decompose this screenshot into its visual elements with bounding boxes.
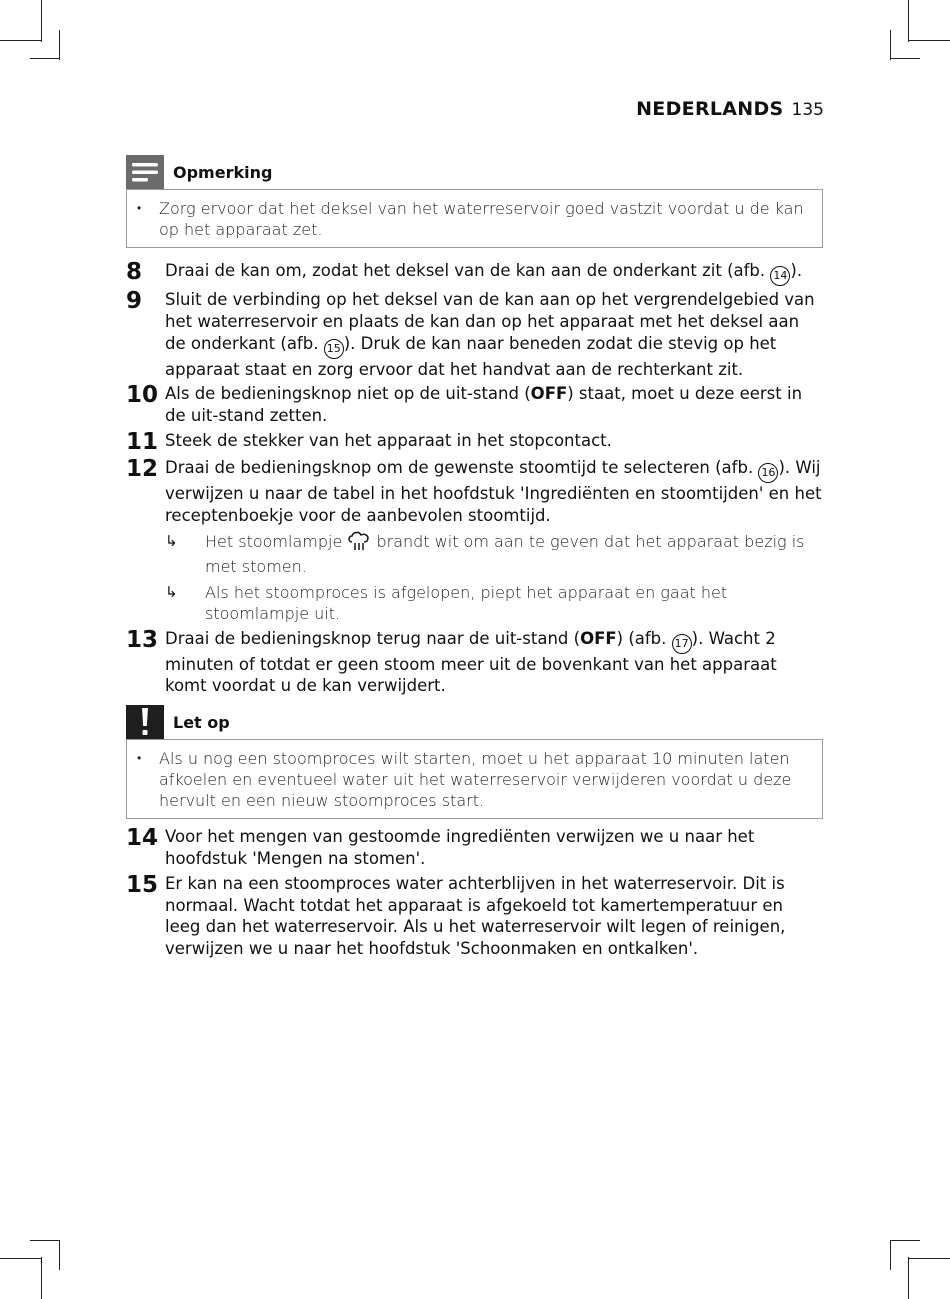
crop-mark <box>890 1240 891 1270</box>
step-number: 11 <box>126 428 159 455</box>
step-item <box>126 457 823 527</box>
note-lines-icon <box>126 155 164 189</box>
crop-mark <box>890 30 891 60</box>
caution-box <box>126 739 823 819</box>
caution-block <box>126 705 823 819</box>
crop-mark <box>59 30 60 60</box>
step-item <box>126 873 823 960</box>
crop-mark <box>41 0 42 42</box>
step-item <box>126 383 823 427</box>
step-13 <box>126 628 823 698</box>
step-text: Draai de kan om, zodat het deksel van de kan aan de onderkant zit (afb. 14 ). <box>165 260 823 286</box>
note-item <box>135 198 814 240</box>
step-text: Steek de stekker van het apparaat in het stopcontact. <box>165 430 612 450</box>
note-header <box>126 155 823 189</box>
note-title: Opmerking <box>173 162 273 182</box>
note-item-text: Zorg ervoor dat het deksel van het waterreservoir goed vastzit voordat u de kan op het apparaat zet. <box>159 199 804 239</box>
result-text: Als het stoomproces is afgelopen, piept het apparaat en gaat het stoomlampje uit. <box>205 582 728 624</box>
caution-item-text: Als u nog een stoomproces wilt starten, moet u het apparaat 10 minuten laten afkoelen en eventueel water uit het waterreservoir verwijderen voordat u deze hervult en een nieuw stoomproces start. <box>159 749 792 811</box>
crop-mark <box>890 58 920 59</box>
step-text: Er kan na een stoomproces water achterblijven in het waterreservoir. Dit is normaal. Wacht totdat het apparaat is afgekoeld tot kamertemperatuur en leeg dan het waterreservoir. Als u het waterreservoir wilt legen of reinigen, verwijzen we u naar het hoofdstuk 'Schoonmaken en ontkalken'. <box>165 873 786 959</box>
step-text: Draai de bedieningsknop terug naar de uit-stand (OFF) (afb. 17 ). Wacht 2 minuten of totdat er geen stoom meer uit de bovenkant van het apparaat komt voordat u de kan verwijdert. <box>165 628 777 696</box>
steam-icon <box>347 531 371 557</box>
step-text: Sluit de verbinding op het deksel van de kan aan op het vergrendelgebied van het waterreservoir en plaats de kan dan op het apparaat met het deksel aan de onderkant (afb. 15 ). Druk de kan naar beneden zodat die stevig op het apparaat staat en zorg ervoor dat het handvat aan de rechterkant zit. <box>165 290 815 379</box>
off-label: OFF <box>530 384 568 404</box>
crop-mark <box>59 1240 60 1270</box>
page-header <box>636 98 824 120</box>
crop-mark <box>41 1257 42 1299</box>
figure-ref-badge: 15 <box>324 339 344 359</box>
language-label: NEDERLANDS <box>636 98 784 120</box>
figure-ref-badge: 17 <box>672 634 692 654</box>
step-item <box>126 430 823 454</box>
results-list <box>126 531 823 625</box>
caution-title: Let op <box>173 712 230 732</box>
crop-mark <box>908 1258 950 1259</box>
page-number: 135 <box>791 100 824 120</box>
result-arrow-icon: ↳ <box>165 531 178 550</box>
step-item <box>126 628 823 698</box>
step-number: 9 <box>126 288 143 314</box>
crop-mark <box>0 1258 42 1259</box>
figure-ref-badge: 14 <box>770 266 790 286</box>
crop-mark <box>30 58 60 59</box>
page-content <box>126 155 823 960</box>
off-label: OFF <box>580 628 617 648</box>
step-text: Als de bedieningsknop niet op de uit-stand (OFF) staat, moet u deze eerst in de uit-stand zetten. <box>165 384 803 426</box>
bullet: • <box>137 751 142 766</box>
crop-mark <box>908 1257 909 1299</box>
steps-list <box>126 260 823 527</box>
step-text: Voor het mengen van gestoomde ingrediënten verwijzen we u naar het hoofdstuk 'Mengen na stomen'. <box>165 827 755 868</box>
result-text: Het stoomlampje brandt wit om aan te geven dat het apparaat bezig is met stomen. <box>205 531 805 577</box>
exclamation-icon <box>126 705 164 739</box>
step-item <box>126 826 823 870</box>
step-item <box>126 289 823 380</box>
note-block <box>126 155 823 248</box>
bullet: • <box>137 201 142 215</box>
result-arrow-icon: ↳ <box>165 582 178 601</box>
step-number: 10 <box>126 382 159 409</box>
step-number: 15 <box>126 871 159 898</box>
step-number: 14 <box>126 825 159 852</box>
crop-mark <box>908 40 950 41</box>
figure-ref-badge: 16 <box>758 463 778 483</box>
step-number: 13 <box>126 626 159 653</box>
crop-mark <box>908 0 909 42</box>
caution-item <box>135 748 814 811</box>
step-number: 12 <box>126 455 159 482</box>
crop-mark <box>30 1240 60 1241</box>
steps-list-continued <box>126 826 823 960</box>
crop-mark <box>890 1240 920 1241</box>
step-item <box>126 260 823 286</box>
note-box <box>126 189 823 248</box>
step-text: Draai de bedieningsknop om de gewenste stoomtijd te selecteren (afb. 16 ). Wij verwijzen u naar de tabel in het hoofdstuk 'Ingrediënten en stoomtijden' en het receptenboekje voor de aanbevolen stoomtijd. <box>165 457 822 525</box>
result-item <box>165 582 823 625</box>
caution-header <box>126 705 823 739</box>
result-item <box>165 531 823 578</box>
crop-mark <box>0 40 42 41</box>
step-number: 8 <box>126 259 143 285</box>
